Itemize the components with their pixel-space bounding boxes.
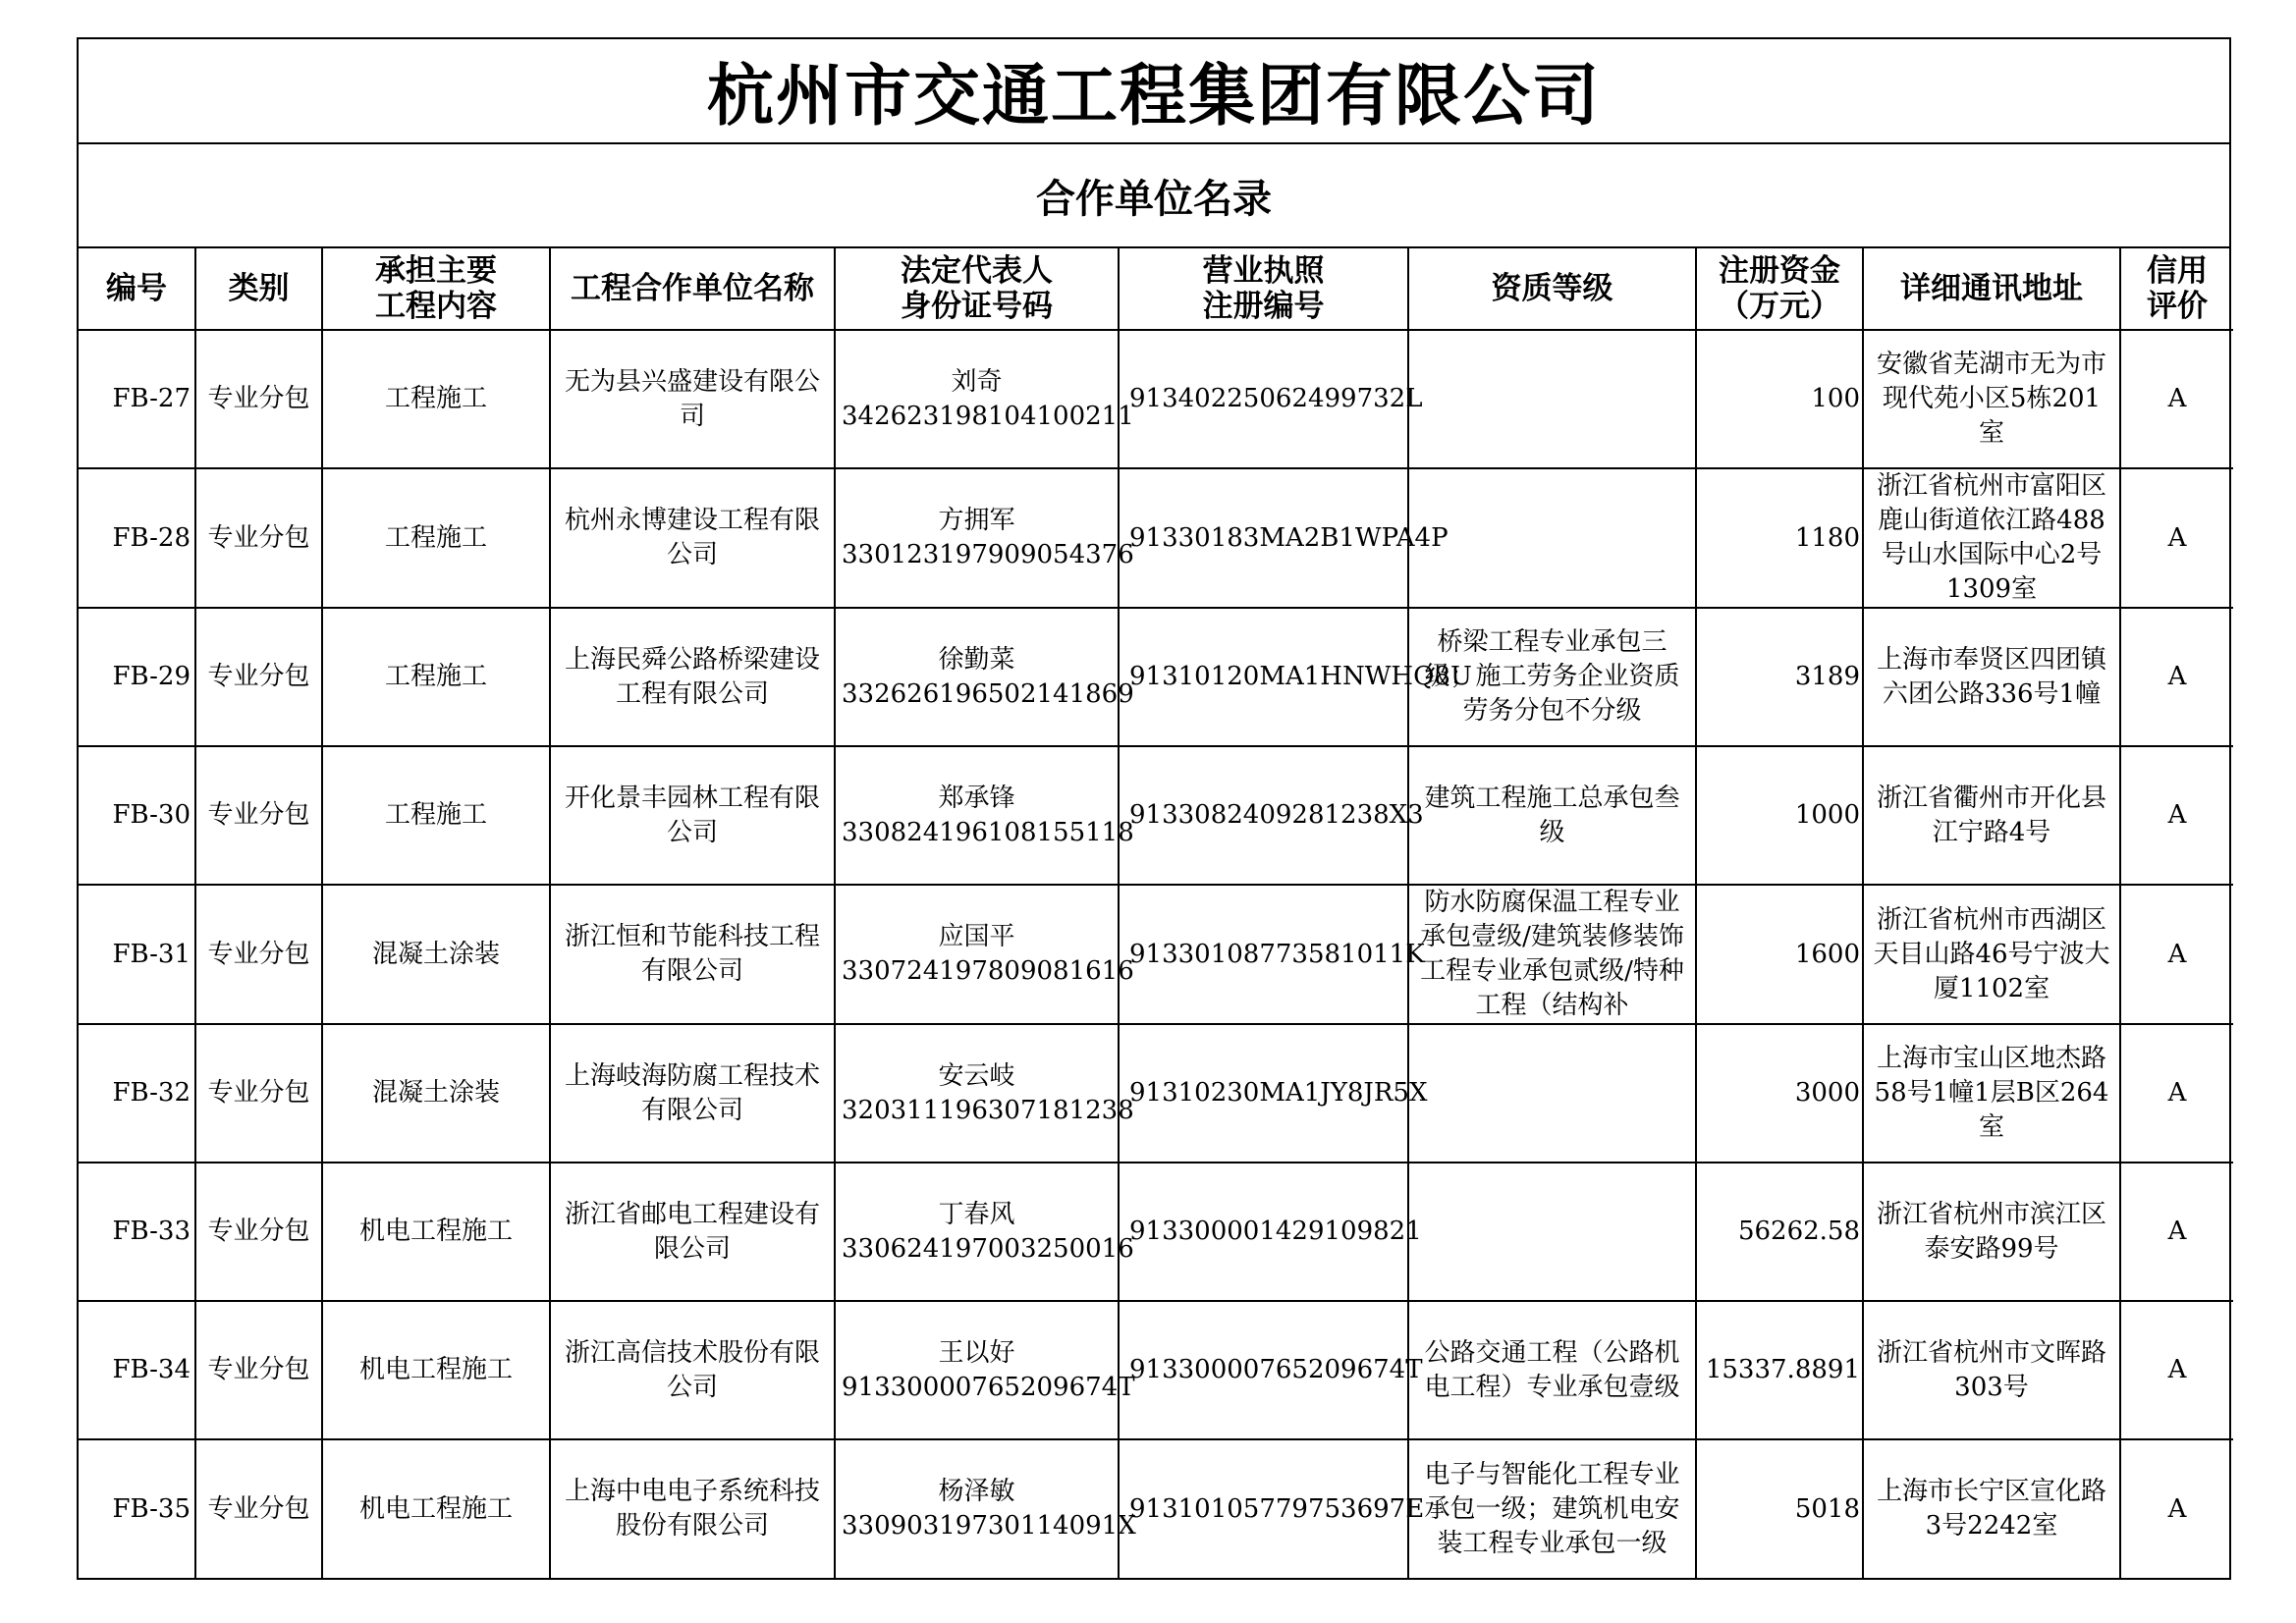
header-line: 承担主要 [375, 253, 497, 289]
cell-license [1119, 330, 1423, 468]
header-line: 注册编号 [1202, 289, 1325, 324]
rep-name: 王以好 [938, 1337, 1015, 1368]
cell-credit-text: A [2167, 1493, 2187, 1524]
cell-address-text: 浙江省杭州市西湖区天目山路46号宁波大厦1102室 [1873, 904, 2110, 1003]
cell-work [322, 608, 550, 746]
rep-name: 刘奇 [951, 366, 1003, 397]
cell-id [79, 608, 195, 746]
header-line: 详细通讯地址 [1900, 271, 2083, 306]
cell-license-text: 91330183MA2B1WPA4P [1129, 522, 1449, 553]
header-line: 注册资金 [1719, 253, 1840, 289]
cell-id-text: FB-28 [112, 522, 191, 553]
cell-work-text: 机电工程施工 [358, 1493, 513, 1524]
table-header-row [79, 248, 2233, 330]
cell-company-text: 上海民舜公路桥梁建设工程有限公司 [564, 644, 820, 709]
cell-credit [2120, 468, 2233, 608]
cell-category [195, 1439, 322, 1578]
cell-license [1119, 1439, 1425, 1578]
cell-id [79, 746, 195, 885]
cell-work [322, 330, 550, 468]
cell-credit [2120, 1024, 2233, 1163]
cell-id [79, 1439, 195, 1578]
cell-credit-text: A [2167, 1355, 2187, 1384]
header-line: 类别 [228, 271, 290, 306]
cell-representative [835, 1439, 1136, 1578]
cell-capital-text: 1600 [1794, 939, 1860, 969]
cell-company-text: 浙江省邮电工程建设有限公司 [564, 1199, 820, 1264]
cell-address [1863, 1439, 2120, 1578]
col-header-address [1863, 248, 2120, 330]
cell-license [1119, 885, 1425, 1024]
rep-name: 郑承锋 [938, 783, 1015, 813]
header-line: 法定代表人 [901, 253, 1053, 289]
cell-work-text: 工程施工 [384, 662, 487, 691]
cell-company [550, 1163, 835, 1301]
rep-id-number: 332626196502141869 [842, 678, 1134, 709]
cell-capital-text: 1000 [1794, 800, 1860, 830]
cell-credit-text: A [2167, 384, 2187, 413]
cell-capital-text: 3189 [1794, 662, 1860, 691]
col-header-company [550, 248, 835, 330]
cell-category [195, 468, 322, 608]
table-row [79, 1301, 2233, 1439]
cell-work-text: 工程施工 [384, 800, 487, 830]
cell-category [195, 1163, 322, 1301]
cell-credit [2120, 1301, 2233, 1439]
cell-category-text: 专业分包 [207, 1078, 310, 1108]
table-body [79, 330, 2233, 1578]
cell-representative [835, 1163, 1134, 1301]
cell-work-text: 工程施工 [384, 522, 487, 553]
cell-capital [1696, 885, 1863, 1024]
header-line: 工程内容 [375, 289, 497, 324]
cell-qualification [1408, 1439, 1696, 1578]
cell-license [1119, 608, 1472, 746]
rep-name: 安云岐 [938, 1060, 1015, 1091]
col-header-representative [835, 248, 1119, 330]
cell-qualification [1408, 608, 1696, 746]
cell-category [195, 608, 322, 746]
cell-work [322, 468, 550, 608]
cell-capital-text: 3000 [1794, 1078, 1860, 1108]
cell-capital-text: 15337.8891 [1705, 1355, 1860, 1384]
directory-sheet [77, 37, 2231, 1580]
cell-qualification-text: 桥梁工程专业承包三级；施工劳务企业资质劳务分包不分级 [1424, 627, 1680, 726]
cell-category [195, 746, 322, 885]
cell-address-text: 安徽省芜湖市无为市现代苑小区5栋201室 [1876, 350, 2106, 448]
cell-credit [2120, 885, 2233, 1024]
cell-company [550, 608, 835, 746]
header-line: 身份证号码 [901, 289, 1053, 324]
cell-id-text: FB-33 [112, 1217, 191, 1246]
cell-company [550, 1439, 835, 1578]
col-header-capital [1696, 248, 1863, 330]
cell-category-text: 专业分包 [207, 1493, 310, 1524]
cell-work [322, 1439, 550, 1578]
cell-qualification [1408, 468, 1696, 608]
cell-company [550, 1301, 835, 1439]
table-row [79, 330, 2233, 468]
cell-representative [835, 468, 1134, 608]
cell-capital [1696, 468, 1863, 608]
cell-work [322, 1024, 550, 1163]
cell-address-text: 上海市奉贤区四团镇六团公路336号1幢 [1876, 644, 2106, 709]
cell-credit [2120, 1439, 2233, 1578]
rep-id-number: 330724197809081616 [842, 956, 1134, 986]
cell-company [550, 1024, 835, 1163]
cell-license [1119, 468, 1449, 608]
cell-address-text: 上海市宝山区地杰路58号1幢1层B区264室 [1874, 1044, 2109, 1142]
cell-capital [1696, 608, 1863, 746]
cell-company-text: 杭州永博建设工程有限公司 [564, 506, 820, 569]
cell-license-text: 913300001429109821 [1129, 1217, 1422, 1246]
cell-id-text: FB-30 [112, 800, 191, 830]
cell-license-text: 91310120MA1HNWHQ8U [1129, 662, 1472, 691]
cell-address-text: 浙江省衢州市开化县江宁路4号 [1876, 783, 2106, 847]
cell-id-text: FB-27 [112, 384, 191, 413]
header-line: 信用 [2147, 253, 2208, 289]
cell-category-text: 专业分包 [207, 522, 310, 553]
table-row [79, 1024, 2233, 1163]
cell-capital [1696, 746, 1863, 885]
table-row [79, 608, 2233, 746]
company-title: 杭州市交通工程集团有限公司 [79, 39, 2229, 144]
cell-credit-text: A [2167, 662, 2187, 691]
cell-id [79, 1024, 195, 1163]
cell-id [79, 1301, 195, 1439]
rep-id-number: 342623198104100211 [842, 401, 1134, 431]
cell-license-text: 91310105779753697E [1129, 1493, 1425, 1524]
cell-address [1863, 1301, 2120, 1439]
col-header-id [79, 248, 195, 330]
cell-id-text: FB-32 [112, 1078, 191, 1108]
rep-id-number: 330123197909054376 [842, 540, 1134, 569]
cell-category-text: 专业分包 [207, 939, 310, 969]
cell-address [1863, 746, 2120, 885]
rep-name: 徐勤菜 [938, 644, 1015, 675]
cell-qualification [1408, 1301, 1696, 1439]
cell-representative [835, 746, 1134, 885]
cell-work-text: 混凝土涂装 [371, 1078, 500, 1108]
cell-license [1119, 1024, 1428, 1163]
cell-address [1863, 608, 2120, 746]
rep-id-number: 91330000765209674T [842, 1372, 1135, 1402]
cell-qualification [1408, 746, 1696, 885]
cell-work [322, 1301, 550, 1439]
cell-category [195, 885, 322, 1024]
cell-representative [835, 885, 1134, 1024]
cell-id-text: FB-29 [112, 662, 191, 691]
cell-category-text: 专业分包 [207, 1217, 310, 1246]
header-line: 营业执照 [1202, 253, 1325, 289]
cell-company-text: 浙江恒和节能科技工程有限公司 [564, 922, 820, 986]
rep-name: 丁春风 [938, 1199, 1015, 1229]
cell-company-text: 开化景丰园林工程有限公司 [564, 783, 820, 847]
cell-credit [2120, 1163, 2233, 1301]
col-header-category [195, 248, 322, 330]
header-line: 资质等级 [1491, 271, 1613, 306]
cell-qualification [1408, 330, 1696, 468]
cell-category-text: 专业分包 [207, 662, 310, 691]
cell-id [79, 330, 195, 468]
rep-id-number: 330824196108155118 [842, 817, 1134, 847]
cell-qualification [1408, 1163, 1696, 1301]
cell-id-text: FB-35 [112, 1493, 191, 1524]
rep-name: 方拥军 [938, 506, 1015, 535]
directory-subtitle: 合作单位名录 [79, 144, 2229, 248]
cell-credit-text: A [2167, 1217, 2187, 1246]
cell-company-text: 浙江高信技术股份有限公司 [564, 1337, 820, 1402]
cell-id-text: FB-34 [112, 1355, 191, 1384]
cell-address-text: 上海市长宁区宣化路3号2242室 [1876, 1477, 2106, 1541]
cell-credit-text: A [2167, 800, 2187, 830]
table-row [79, 1163, 2233, 1301]
cell-credit [2120, 330, 2233, 468]
cell-credit [2120, 746, 2233, 885]
cell-capital [1696, 1024, 1863, 1163]
rep-name: 应国平 [938, 922, 1015, 951]
cell-capital-text: 1180 [1794, 522, 1860, 553]
cell-capital-text: 5018 [1794, 1493, 1860, 1524]
table-row [79, 468, 2233, 608]
cell-qualification-text: 建筑工程施工总承包叁级 [1424, 783, 1680, 847]
cell-license-text: 91330108773581011K [1129, 939, 1425, 969]
cell-license-text: 91330000765209674T [1129, 1355, 1423, 1384]
cell-address [1863, 1163, 2120, 1301]
cell-capital-text: 56262.58 [1737, 1217, 1860, 1246]
header-line: （万元） [1719, 289, 1840, 324]
cell-representative [835, 1024, 1134, 1163]
cell-license [1119, 1301, 1423, 1439]
header-line: 评价 [2147, 289, 2208, 324]
cell-id [79, 468, 195, 608]
cell-qualification [1408, 1024, 1696, 1163]
cell-company [550, 468, 835, 608]
table-row [79, 746, 2233, 885]
cell-category-text: 专业分包 [207, 800, 310, 830]
cell-company [550, 885, 835, 1024]
rep-id-number: 320311196307181238 [842, 1095, 1134, 1125]
cell-address [1863, 1024, 2120, 1163]
cell-address [1863, 330, 2120, 468]
cell-qualification-text: 电子与智能化工程专业承包一级；建筑机电安装工程专业承包一级 [1424, 1459, 1680, 1558]
cell-capital-text: 100 [1811, 384, 1860, 413]
cell-capital [1696, 330, 1863, 468]
cell-company [550, 330, 835, 468]
cell-license [1119, 1163, 1422, 1301]
cell-license-text: 91340225062499732L [1129, 384, 1423, 413]
col-header-credit [2120, 248, 2233, 330]
partner-table [79, 248, 2233, 1578]
cell-credit-text: A [2167, 522, 2187, 553]
cell-address-text: 浙江省杭州市滨江区泰安路99号 [1876, 1199, 2106, 1264]
cell-address-text: 浙江省杭州市文晖路303号 [1876, 1337, 2106, 1402]
cell-capital [1696, 1163, 1863, 1301]
header-line: 编号 [106, 271, 167, 306]
cell-work-text: 机电工程施工 [358, 1355, 513, 1384]
cell-credit [2120, 608, 2233, 746]
cell-category [195, 330, 322, 468]
cell-work-text: 工程施工 [384, 384, 487, 413]
cell-address-text: 浙江省杭州市富阳区鹿山街道依江路488号山水国际中心2号1309室 [1876, 471, 2106, 604]
cell-id [79, 885, 195, 1024]
cell-company [550, 746, 835, 885]
cell-license-text: 91310230MA1JY8JR5X [1129, 1078, 1428, 1108]
cell-capital [1696, 1439, 1863, 1578]
cell-representative [835, 1301, 1135, 1439]
rep-id-number: 33090319730114091X [842, 1511, 1136, 1541]
cell-work-text: 混凝土涂装 [371, 939, 500, 969]
col-header-work [322, 248, 550, 330]
cell-work [322, 885, 550, 1024]
col-header-qualification [1408, 248, 1696, 330]
cell-category [195, 1024, 322, 1163]
cell-company-text: 上海岐海防腐工程技术有限公司 [564, 1060, 820, 1125]
cell-license [1119, 746, 1424, 885]
cell-category-text: 专业分包 [207, 384, 310, 413]
cell-capital [1696, 1301, 1863, 1439]
col-header-license [1119, 248, 1408, 330]
cell-address [1863, 468, 2120, 608]
cell-work [322, 1163, 550, 1301]
cell-id [79, 1163, 195, 1301]
cell-work-text: 机电工程施工 [358, 1217, 513, 1246]
cell-address [1863, 885, 2120, 1024]
cell-representative [835, 330, 1134, 468]
cell-representative [835, 608, 1134, 746]
cell-license-text: 9133082409281238X3 [1129, 800, 1424, 830]
cell-category [195, 1301, 322, 1439]
rep-name: 杨泽敏 [938, 1477, 1015, 1506]
table-row [79, 1439, 2233, 1578]
cell-qualification-text: 公路交通工程（公路机电工程）专业承包壹级 [1424, 1337, 1680, 1402]
cell-qualification-text: 防水防腐保温工程专业承包壹级/建筑装修装饰工程专业承包贰级/特种工程（结构补 [1420, 888, 1684, 1020]
cell-credit-text: A [2167, 939, 2187, 969]
table-row [79, 885, 2233, 1024]
cell-work [322, 746, 550, 885]
cell-id-text: FB-31 [112, 939, 191, 969]
rep-id-number: 330624197003250016 [842, 1233, 1134, 1264]
cell-company-text: 上海中电电子系统科技股份有限公司 [564, 1477, 820, 1541]
cell-category-text: 专业分包 [207, 1355, 310, 1384]
header-line: 工程合作单位名称 [571, 271, 814, 306]
cell-company-text: 无为县兴盛建设有限公司 [564, 366, 820, 431]
cell-credit-text: A [2167, 1078, 2187, 1108]
cell-qualification [1408, 885, 1696, 1024]
